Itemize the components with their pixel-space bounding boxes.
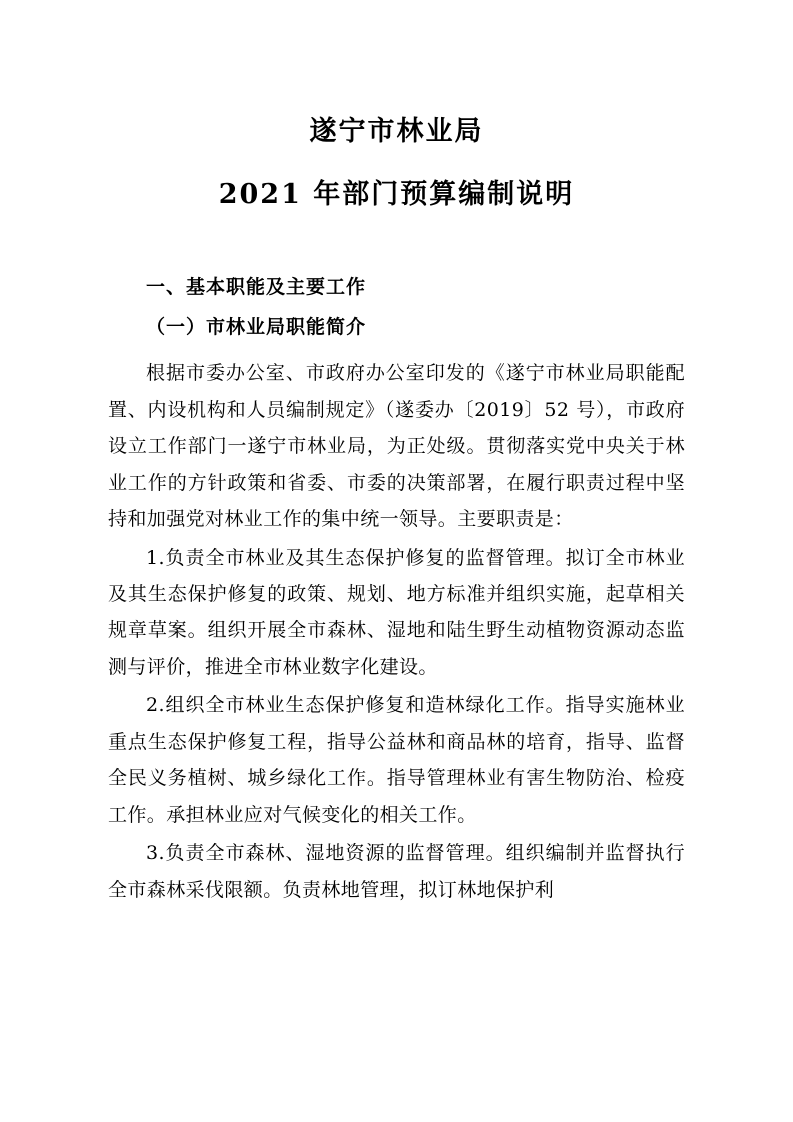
paragraph: 2.组织全市林业生态保护修复和造林绿化工作。指导实施林业重点生态保护修复工程，指导公益林和商品林的培育，指导、监督全民义务植树、城乡绿化工作。指导管理林业有害生物防治、检疫工作。承担林业应对气候变化的相关工作。: [108, 694, 685, 826]
document-title-line-2: 2021 年部门预算编制说明: [218, 178, 575, 210]
body-content: [108, 355, 685, 908]
document-title-line-1: 遂宁市林业局: [309, 116, 484, 147]
section-heading: 一、基本职能及主要工作: [146, 276, 367, 298]
paragraph: 3.负责全市森林、湿地资源的监督管理。组织编制并监督执行全市森林采伐限额。负责林地管理，拟订林地保护利: [108, 842, 685, 901]
paragraph: 1.负责全市林业及其生态保护修复的监督管理。拟订全市林业及其生态保护修复的政策、规划、地方标准并组织实施，起草相关规章草案。组织开展全市森林、湿地和陆生野生动植物资源动态监测与评价，推进全市林业数字化建设。: [108, 546, 685, 678]
paragraph: 根据市委办公室、市政府办公室印发的《遂宁市林业局职能配置、内设机构和人员编制规定》（遂委办〔2019〕52 号），市政府设立工作部门一遂宁市林业局，为正处级。贯彻落实党中央关于林业工作的方针政策和省委、市委的决策部署，在履行职责过程中坚持和加强党对林业工作的集中统一领导。主要职责是：: [108, 362, 685, 531]
sub-heading: （一）市林业局职能简介: [146, 316, 367, 339]
